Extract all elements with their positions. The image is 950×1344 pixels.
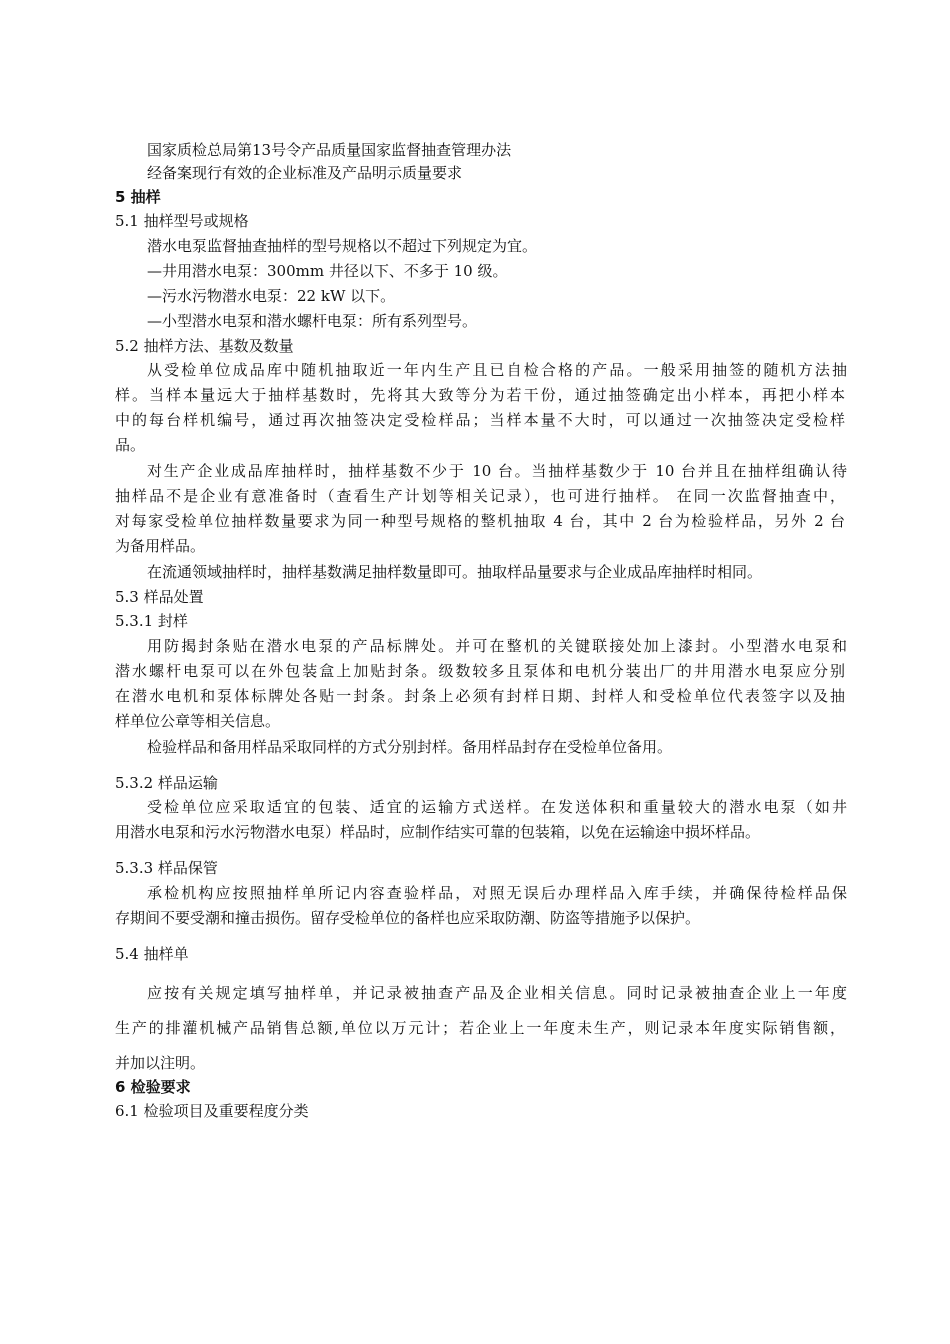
subsection-heading: 5.3.2 样品运输 xyxy=(115,774,218,792)
paragraph-line: 用潜水电泵和污水污物潜水电泵）样品时，应制作结实可靠的包装箱，以免在运输途中损坏样品。 xyxy=(115,823,761,841)
paragraph-line: 样。当样本量远大于抽样基数时，先将其大致等分为若干份，通过抽签确定出小样本，再把小样本 xyxy=(115,386,845,404)
subsection-heading: 5.3.1 封样 xyxy=(115,612,188,630)
paragraph-line: 为备用样品。 xyxy=(115,537,206,555)
list-item: —井用潜水电泵：300mm 井径以下、不多于 10 级。 xyxy=(147,262,508,280)
reference-line: 经备案现行有效的企业标准及产品明示质量要求 xyxy=(147,164,463,182)
reference-line: 国家质检总局第13号令产品质量国家监督抽查管理办法 xyxy=(147,141,512,159)
paragraph-line: 存期间不要受潮和撞击损伤。留存受检单位的备样也应采取防潮、防盗等措施予以保护。 xyxy=(115,909,701,927)
paragraph-line: 检验样品和备用样品采取同样的方式分别封样。备用样品封存在受检单位备用。 xyxy=(147,738,673,756)
subsection-heading: 5.2 抽样方法、基数及数量 xyxy=(115,337,294,355)
paragraph-line: 潜水螺杆电泵可以在外包装盒上加贴封条。级数较多且泵体和电机分装出厂的井用潜水电泵应分别 xyxy=(115,662,845,680)
paragraph-line: 品。 xyxy=(115,436,146,454)
section-heading: 5 抽样 xyxy=(115,188,161,206)
paragraph-line: 潜水电泵监督抽查抽样的型号规格以不超过下列规定为宜。 xyxy=(147,237,538,255)
subsection-heading: 5.1 抽样型号或规格 xyxy=(115,212,249,230)
paragraph-line: 对生产企业成品库抽样时，抽样基数不少于 10 台。当抽样基数少于 10 台并且在抽样组确认待 xyxy=(147,462,847,480)
subsection-heading: 5.3.3 样品保管 xyxy=(115,859,218,877)
paragraph-line: 在流通领域抽样时，抽样基数满足抽样数量即可。抽取样品量要求与企业成品库抽样时相同。 xyxy=(147,563,763,581)
subsection-heading: 5.4 抽样单 xyxy=(115,945,189,963)
paragraph-line: 应按有关规定填写抽样单，并记录被抽查产品及企业相关信息。同时记录被抽查企业上一年度 xyxy=(147,984,847,1002)
paragraph-line: 抽样品不是企业有意准备时（查看生产计划等相关记录），也可进行抽样。 在同一次监督抽查中， xyxy=(115,487,845,505)
subsection-heading: 6.1 检验项目及重要程度分类 xyxy=(115,1102,309,1120)
section-heading: 6 检验要求 xyxy=(115,1078,191,1096)
list-item: —小型潜水电泵和潜水螺杆电泵：所有系列型号。 xyxy=(147,312,478,330)
paragraph-line: 并加以注明。 xyxy=(115,1054,206,1072)
subsection-heading: 5.3 样品处置 xyxy=(115,588,204,606)
paragraph-line: 在潜水电机和泵体标牌处各贴一封条。封条上必须有封样日期、封样人和受检单位代表签字以及抽 xyxy=(115,687,845,705)
list-item: —污水污物潜水电泵：22 kW 以下。 xyxy=(147,287,396,305)
paragraph-line: 样单位公章等相关信息。 xyxy=(115,712,281,730)
paragraph-line: 生产的排灌机械产品销售总额,单位以万元计；若企业上一年度未生产，则记录本年度实际销售额， xyxy=(115,1019,845,1037)
paragraph-line: 受检单位应采取适宜的包装、适宜的运输方式送样。在发送体积和重量较大的潜水电泵（如井 xyxy=(147,798,847,816)
paragraph-line: 中的每台样机编号，通过再次抽签决定受检样品；当样本量不大时，可以通过一次抽签决定受检样 xyxy=(115,411,845,429)
paragraph-line: 从受检单位成品库中随机抽取近一年内生产且已自检合格的产品。一般采用抽签的随机方法抽 xyxy=(147,361,847,379)
paragraph-line: 用防揭封条贴在潜水电泵的产品标牌处。并可在整机的关键联接处加上漆封。小型潜水电泵和 xyxy=(147,637,847,655)
paragraph-line: 对每家受检单位抽样数量要求为同一种型号规格的整机抽取 4 台，其中 2 台为检验样品，另外 2 台 xyxy=(115,512,845,530)
paragraph-line: 承检机构应按照抽样单所记内容查验样品，对照无误后办理样品入库手续，并确保待检样品保 xyxy=(147,884,847,902)
